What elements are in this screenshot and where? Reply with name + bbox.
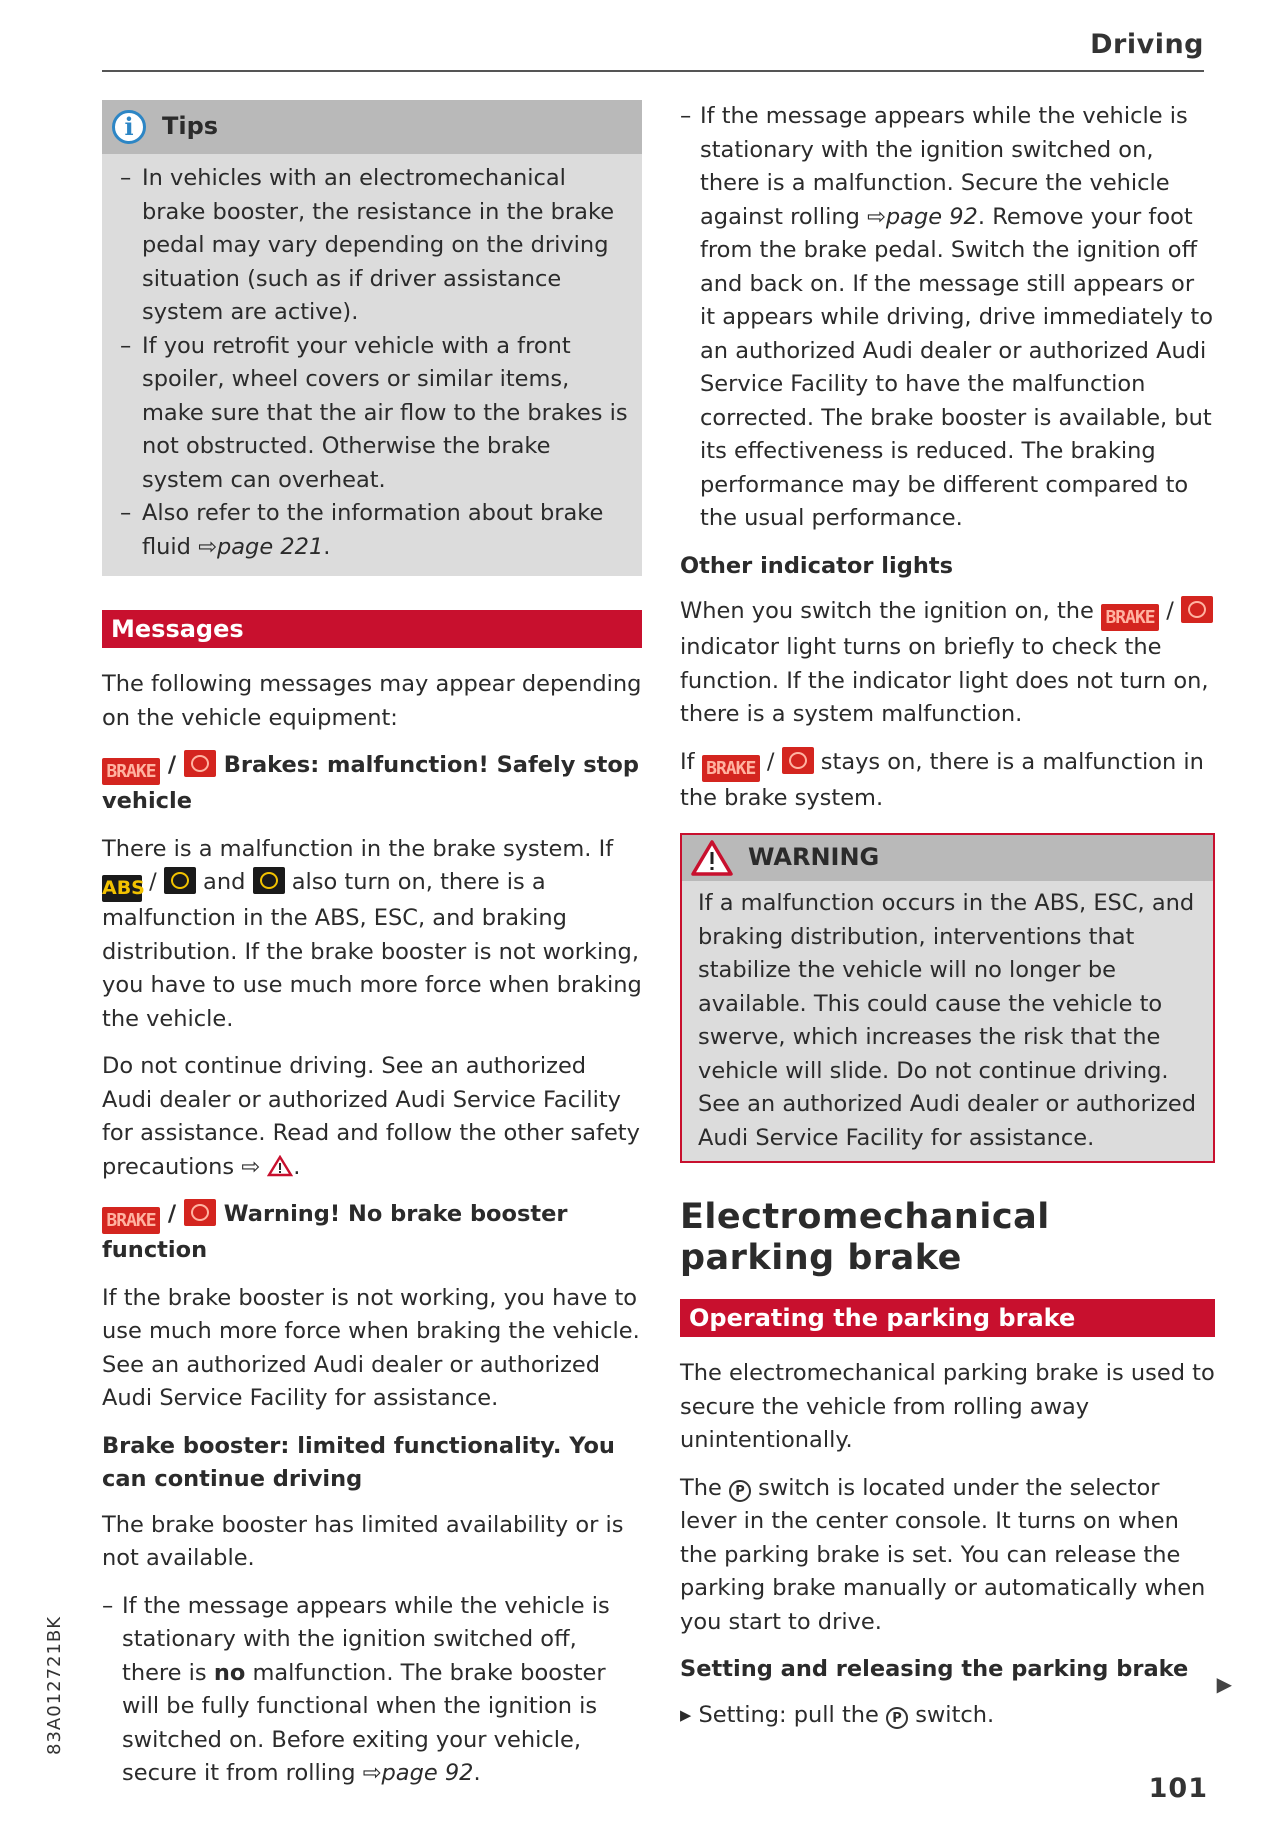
indicator-paragraph-1 — [680, 595, 1215, 732]
page-header — [102, 26, 1204, 72]
chapter-title-line: Electromechanical — [680, 1197, 1050, 1237]
brake-circle-lamp-icon — [184, 1199, 216, 1226]
brake-warning-lamp-icon: BRAKE — [702, 755, 760, 782]
left-column — [102, 100, 642, 1805]
brake-warning-lamp-icon: BRAKE — [1101, 604, 1159, 631]
page-ref-link[interactable]: ⇨page 92 — [867, 203, 978, 230]
text: stays on, there is a malfunction in the brake system. — [680, 748, 1204, 811]
text: . Remove your foot from the brake pedal. Switch the ignition off and back on. If the message still appears or it appears while driving, drive immediately to an authorized Audi dealer or authorized Audi Service Facility to have the malfunction corrected. The brake booster is available, but its effectiveness is reduced. The braking performance may be different compared to the usual performance. — [700, 203, 1214, 531]
brake-warning-lamp-icon: BRAKE — [102, 1207, 160, 1234]
abs-lamp-icon: ABS — [102, 875, 142, 902]
text: If the message appears while the vehicle is stationary with the ignition switched off, there is — [122, 1592, 610, 1686]
brake-warning-lamp-icon: BRAKE — [102, 758, 160, 785]
tips-header — [102, 100, 642, 154]
text: also turn on, there is a malfunction in the ABS, ESC, and braking distribution. If the brake booster is not working, you have to use much more force when braking the vehicle. — [102, 869, 642, 1032]
tip-item — [120, 497, 628, 564]
text: . — [293, 1153, 301, 1180]
text: Do not continue driving. See an authorized Audi dealer or authorized Audi Service Facility for assistance. Read and follow the other safety precautions ⇨ — [102, 1053, 640, 1180]
warning-triangle-icon — [690, 839, 734, 877]
setting-step-1 — [680, 1699, 1215, 1733]
page-ref-link[interactable]: ⇨page 221 — [198, 533, 324, 560]
message-1-title — [102, 749, 642, 819]
document-code: 83A012721BK — [44, 1615, 65, 1755]
text: If the message appears while the vehicle is stationary with the ignition switched on, there is a malfunction. Secure the vehicle against rolling — [700, 103, 1188, 230]
text: There is a malfunction in the brake system. If — [102, 835, 614, 862]
message-2-title-text: Warning! No brake booster function — [102, 1201, 568, 1263]
page-ref-link[interactable]: ⇨page 92 — [362, 1760, 474, 1786]
chapter-title — [680, 1197, 1215, 1279]
slash: / — [167, 1201, 177, 1227]
message-3-paragraph: The brake booster has limited availability or is not available. — [102, 1511, 624, 1571]
tips-list — [102, 162, 642, 564]
text: The — [680, 1474, 722, 1501]
message-1-paragraph-2 — [102, 1050, 642, 1184]
brake-circle-lamp-icon — [782, 747, 814, 774]
text: malfunction. The brake booster will be fully functional when the ignition is switched on. Before exiting your vehicle, secure it from rolling — [122, 1659, 606, 1786]
right-column — [680, 100, 1215, 1746]
slash: / — [167, 752, 177, 778]
section-title: Driving — [1090, 29, 1204, 60]
parking-switch-icon: P — [729, 1480, 751, 1502]
message-3-bullet-1 — [102, 1590, 642, 1791]
tips-box — [102, 100, 642, 576]
text: switch is located under the selector lever in the center console. It turns on when the parking brake is set. You can release the parking brake manually or automatically when you start to drive. — [680, 1474, 1206, 1635]
info-icon: i — [112, 110, 146, 144]
brake-circle-lamp-icon — [1181, 596, 1213, 623]
message-1-paragraph: There is a malfunction in the brake system. If ABS / and also turn on, there is a malfunction in the ABS, ESC, and braking distribution. If the brake booster is not working, you have to use much more force when braking the vehicle. — [102, 835, 642, 1032]
tips-title: Tips — [162, 112, 219, 141]
message-2-paragraph: If the brake booster is not working, you have to use much more force when braking the vehicle. See an authorized Audi dealer or authorized Audi Service Facility for assistance. — [102, 1284, 640, 1411]
message-3-bullet-2 — [680, 100, 1215, 536]
text: . — [473, 1760, 481, 1786]
yellow-brake-lamp-icon — [164, 867, 196, 894]
warning-box — [680, 833, 1215, 1163]
text: If — [680, 748, 695, 775]
message-1-title-text: Brakes: malfunction! Safely stop vehicle — [102, 752, 639, 814]
text: When you switch the ignition on, the — [680, 598, 1094, 624]
message-2-title — [102, 1198, 642, 1268]
parking-paragraph-1: The electromechanical parking brake is used to secure the vehicle from rolling away unintentionally. — [680, 1360, 1215, 1453]
warning-title: WARNING — [748, 843, 880, 872]
tip-item: – In vehicles with an electromechanical brake booster, the resistance in the brake pedal may vary depending on the driving situation (such as if driver assistance system are active). — [120, 162, 628, 330]
text: ▸ Setting: pull the — [680, 1701, 879, 1728]
indicator-paragraph-2 — [680, 746, 1215, 816]
brake-circle-lamp-icon — [184, 750, 216, 777]
slash: / — [1166, 598, 1174, 624]
text: indicator light turns on briefly to check the function. If the indicator light does not turn on, there is a system malfunction. — [680, 634, 1209, 727]
parking-paragraph-2 — [680, 1472, 1215, 1640]
chapter-title-line: parking brake — [680, 1238, 962, 1278]
tip-text: Also refer to the information about brake fluid — [142, 500, 604, 560]
tip-dot: . — [323, 533, 331, 560]
warning-text: If a malfunction occurs in the ABS, ESC, and braking distribution, interventions that stabilize the vehicle will no longer be available. This could cause the vehicle to swerve, which increases the risk that the vehicle will slide. Do not continue driving. See an authorized Audi dealer or authorized Audi Service Facility for assistance. — [698, 890, 1197, 1151]
operating-heading: Operating the parking brake — [680, 1299, 1215, 1337]
tip-item: – If you retrofit your vehicle with a front spoiler, wheel covers or similar items, make sure that the air flow to the brakes is not obstructed. Otherwise the brake system can overheat. — [120, 330, 628, 498]
continue-arrow-icon: ▶ — [1216, 1672, 1232, 1696]
messages-heading: Messages — [102, 610, 642, 648]
page-number: 101 — [1148, 1773, 1208, 1804]
slash: / — [766, 748, 775, 775]
emphasis-no: no — [213, 1659, 246, 1686]
text: switch. — [915, 1701, 995, 1728]
indicator-heading: Other indicator lights — [680, 552, 953, 579]
setting-heading: Setting and releasing the parking brake — [680, 1656, 1189, 1682]
messages-intro: The following messages may appear depending on the vehicle equipment: — [102, 671, 642, 731]
warning-header — [682, 835, 1213, 881]
warning-triangle-icon — [267, 1155, 293, 1177]
esc-lamp-icon — [253, 867, 285, 894]
parking-switch-icon: P — [886, 1707, 908, 1729]
text: and — [203, 869, 246, 895]
message-3-title: Brake booster: limited functionality. You can continue driving — [102, 1432, 615, 1492]
